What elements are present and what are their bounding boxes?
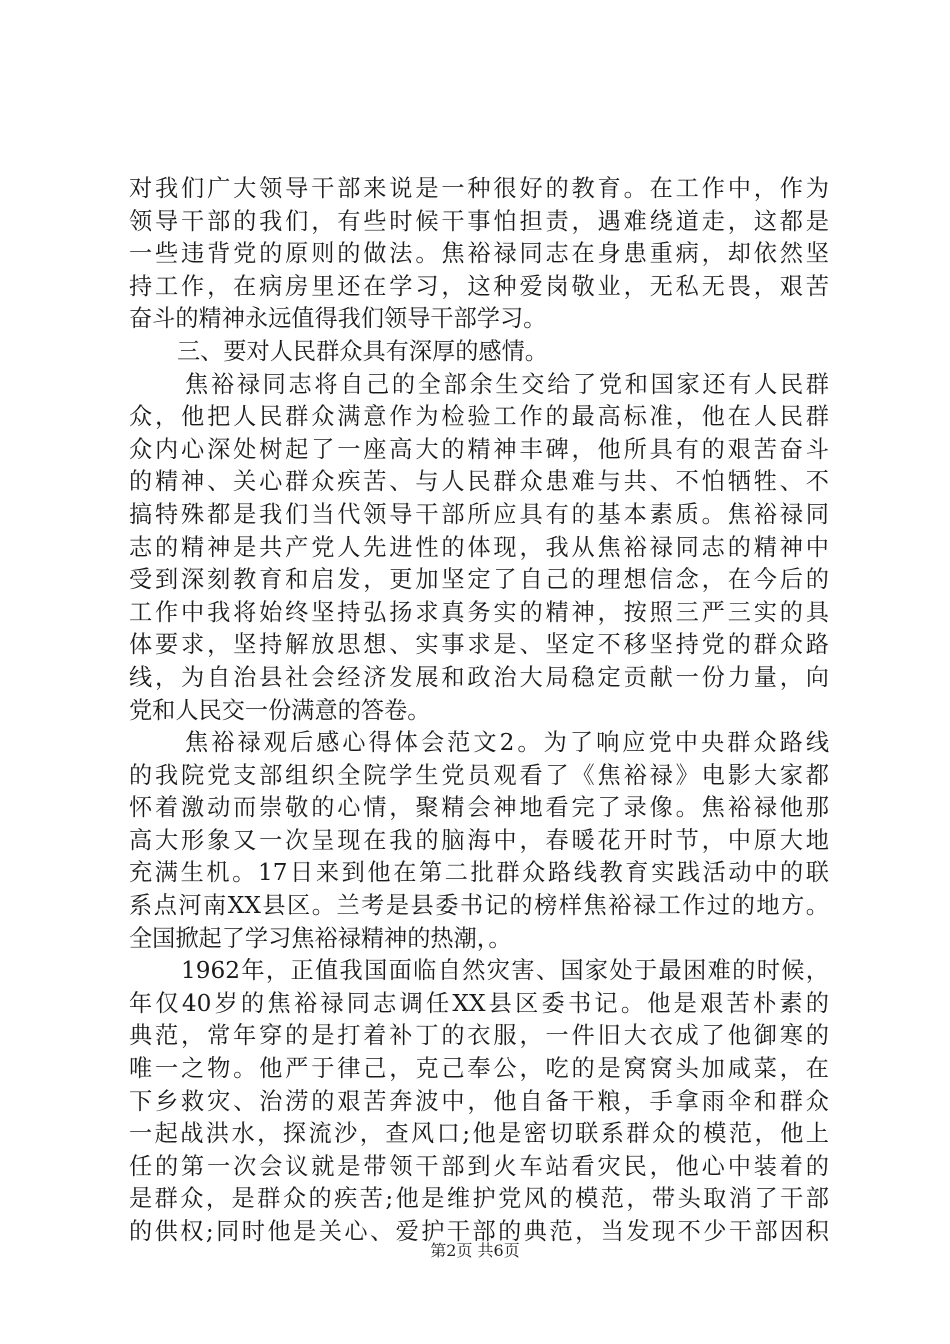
text-line: 1962年，正值我国面临自然灾害、国家处于最困难的时候， <box>181 957 829 985</box>
text-line: 的精神、关心群众疾苦、与人民群众患难与共、不怕牺牲、不 <box>129 468 829 496</box>
text-line: 焦裕禄同志将自己的全部余生交给了党和国家还有人民群 <box>185 370 829 398</box>
document-body <box>129 173 829 1249</box>
text-line: 受到深刻教育和启发，更加坚定了自己的理想信念，在今后的 <box>129 566 829 594</box>
text-line: 怀着激动而崇敬的心情，聚精会神地看完了录像。焦裕禄他那 <box>129 794 829 822</box>
text-line: 持工作，在病房里还在学习，这种爱岗敬业，无私无畏，艰苦 <box>129 272 829 300</box>
text-line: 奋斗的精神永远值得我们领导干部学习。 <box>129 305 547 333</box>
text-line: 志的精神是共产党人先进性的体现，我从焦裕禄同志的精神中 <box>129 533 829 561</box>
text-line: 高大形象又一次呈现在我的脑海中，春暖花开时节，中原大地 <box>129 826 829 854</box>
text-line: 典范，常年穿的是打着补丁的衣服，一件旧大衣成了他御寒的 <box>129 1022 829 1050</box>
text-line: 一起战洪水，探流沙，查风口;他是密切联系群众的模范，他上 <box>129 1120 829 1148</box>
text-line: 充满生机。17日来到他在第二批群众路线教育实践活动中的联 <box>129 859 829 887</box>
text-line: 任的第一次会议就是带领干部到火车站看灾民，他心中装着的 <box>129 1152 829 1180</box>
text-line: 搞特殊都是我们当代领导干部所应具有的基本素质。焦裕禄同 <box>129 500 829 528</box>
text-line: 对我们广大领导干部来说是一种很好的教育。在工作中，作为 <box>129 175 829 202</box>
text-line: 众，他把人民群众满意作为检验工作的最高标准，他在人民群 <box>129 403 829 431</box>
text-line: 的供权;同时他是关心、爱护干部的典范，当发现不少干部因积 <box>129 1218 829 1245</box>
text-line: 众内心深处树起了一座高大的精神丰碑，他所具有的艰苦奋斗 <box>129 435 829 463</box>
text-line: 系点河南XX县区。兰考是县委书记的榜样焦裕禄工作过的地方。 <box>129 892 829 920</box>
text-line: 下乡救灾、治涝的艰苦奔波中，他自备干粮，手拿雨伞和群众 <box>129 1087 829 1115</box>
text-line: 一些违背党的原则的做法。焦裕禄同志在身患重病，却依然坚 <box>129 240 829 268</box>
text-line: 焦裕禄观后感心得体会范文2。为了响应党中央群众路线 <box>185 729 829 757</box>
text-line: 是群众，是群众的疾苦;他是维护党风的模范，带头取消了干部 <box>129 1185 829 1213</box>
text-line: 唯一之物。他严于律己，克己奉公，吃的是窝窝头加咸菜，在 <box>129 1055 829 1083</box>
text-line: 领导干部的我们，有些时候干事怕担责，遇难绕道走，这都是 <box>129 207 829 235</box>
text-line: 的我院党支部组织全院学生党员观看了《焦裕禄》电影大家都 <box>129 761 829 789</box>
page-number-footer: 第2页 共6页 <box>430 1241 520 1260</box>
text-line: 年仅40岁的焦裕禄同志调任XX县区委书记。他是艰苦朴素的 <box>129 989 829 1017</box>
text-line: 全国掀起了学习焦裕禄精神的热潮，。 <box>129 924 512 952</box>
text-line: 线，为自治县社会经济发展和政治大局稳定贡献一份力量，向 <box>129 663 829 691</box>
text-line: 工作中我将始终坚持弘扬求真务实的精神，按照三严三实的具 <box>129 598 829 626</box>
text-line: 党和人民交一份满意的答卷。 <box>129 696 431 724</box>
section-heading: 三、要对人民群众具有深厚的感情。 <box>177 337 548 365</box>
text-line: 体要求，坚持解放思想、实事求是、坚定不移坚持党的群众路 <box>129 631 829 659</box>
